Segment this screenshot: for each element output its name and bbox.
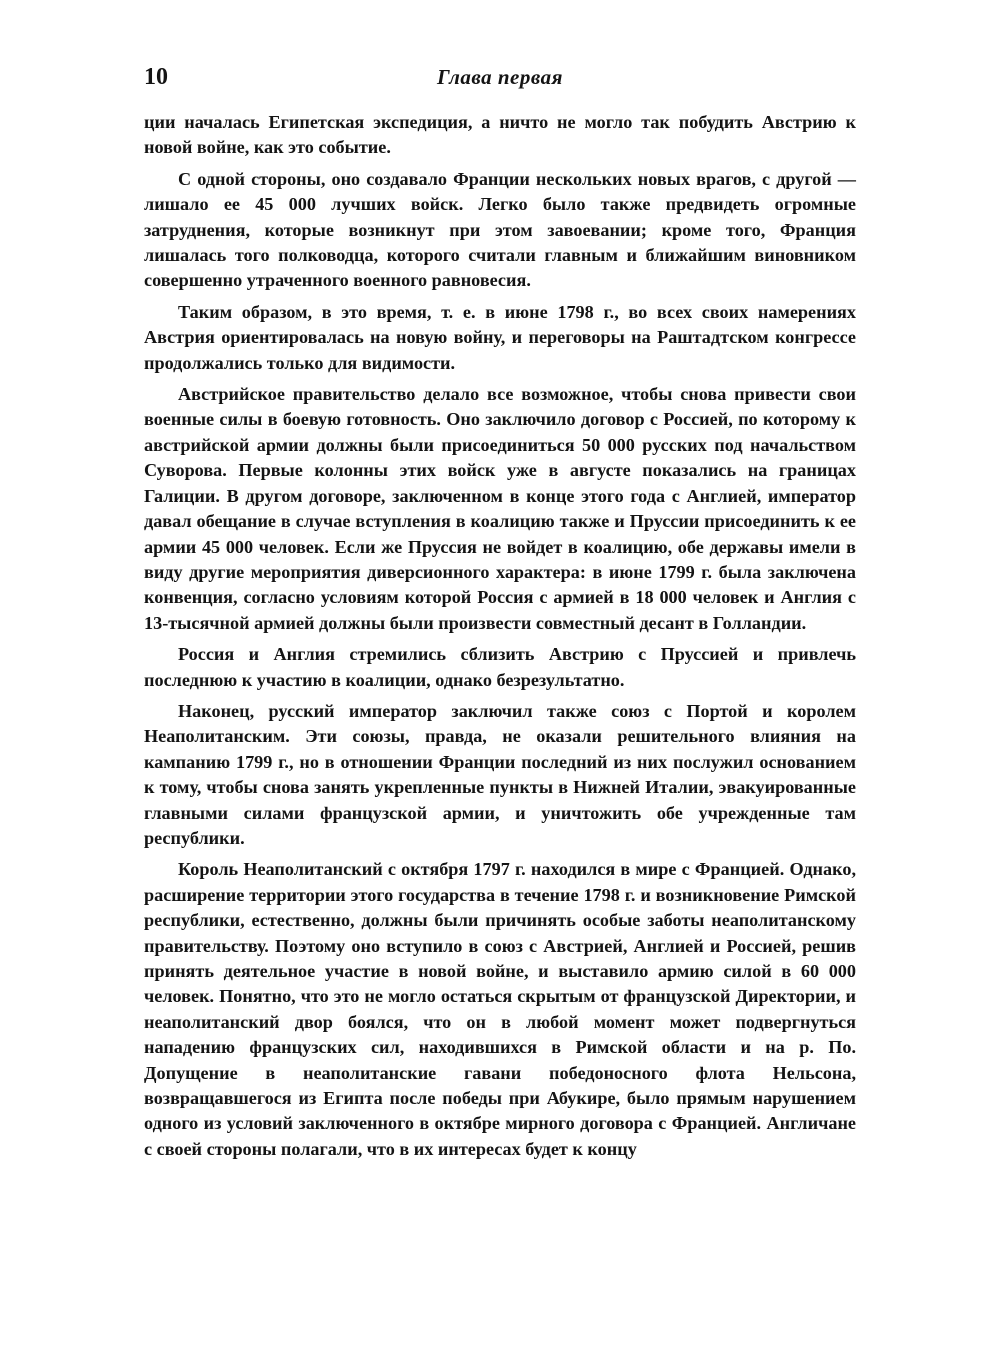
paragraph-3: Таким образом, в это время, т. е. в июне 1798 г., во всех своих намерениях Австрия ориентировалась на новую войну, и переговоры на Раштадтском конгрессе продолжались только для видимости.: [144, 301, 856, 373]
page-number: 10: [144, 64, 168, 90]
body-text: [144, 110, 856, 1162]
paragraph-7: Король Неаполитанский с октября 1797 г. находился в мире с Францией. Однако, расширение территории этого государства в течение 1798 г. и возникновение Римской республики, естественно, должны были причинять особые заботы неаполитанскому правительству. Поэтому оно вступило в союз с Австрией, Англией и Россией, решив принять деятельное участие в новой войне, и выставило армию силой в 60 000 человек. Понятно, что это не могло остаться скрытым от французской Директории, и неаполитанский двор боялся, что он в любой момент может подвергнуться нападению французских сил, находившихся в Римской области и на р. По. Допущение в неаполитанские гавани победоносного флота Нельсона, возвращавшегося из Египта после победы при Абукире, было прямым нарушением одного из условий заключенного в октябре мирного договора с Францией. Англичане с своей стороны полагали, что в их интересах будет к концу: [144, 859, 856, 1159]
paragraph-4: Австрийское правительство делало все возможное, чтобы снова привести свои военные силы в боевую готовность. Оно заключило договор с Россией, по которому к австрийской армии должны были присоединиться 50 000 русских под начальством Суворова. Первые колонны этих войск уже в августе показались на границах Галиции. В другом договоре, заключенном в конце этого года с Англией, император давал обещание в случае вступления в коалицию также и Пруссии присоединить к ее армии 45 000 человек. Если же Пруссия не войдет в коалицию, обе державы имели в виду другие мероприятия диверсионного характера: в июне 1799 г. была заключена конвенция, согласно условиям которой Россия с армией в 18 000 человек и Англия с 13-тысячной армией должны были произвести совместный десант в Голландии.: [144, 384, 856, 633]
book-page: [144, 62, 856, 1168]
running-title: Глава первая: [437, 65, 563, 89]
paragraph-1: ции началась Египетская экспедиция, а ничто не могло так побудить Австрию к новой войне, как это событие.: [144, 112, 856, 158]
page-header: [144, 62, 856, 92]
paragraph-6: Наконец, русский император заключил также союз с Портой и королем Неаполитанским. Эти союзы, правда, не оказали решительного влияния на кампанию 1799 г., но в отношении Франции последний из них послужил основанием к тому, чтобы снова занять укрепленные пункты в Нижней Италии, эвакуированные главными силами французской армии, и уничтожить обе учрежденные там республики.: [144, 700, 856, 848]
paragraph-5: Россия и Англия стремились сблизить Австрию с Пруссией и привлечь последнюю к участию в коалиции, однако безрезультатно.: [144, 644, 856, 690]
paragraph-2: С одной стороны, оно создавало Франции нескольких новых врагов, с другой — лишало ее 45 000 лучших войск. Легко было также предвидеть огромные затруднения, которые возникнут при этом завоевании; кроме того, Франция лишалась того полководца, которого считали главным и ближайшим виновником совершенно утраченного военного равновесия.: [144, 168, 856, 291]
